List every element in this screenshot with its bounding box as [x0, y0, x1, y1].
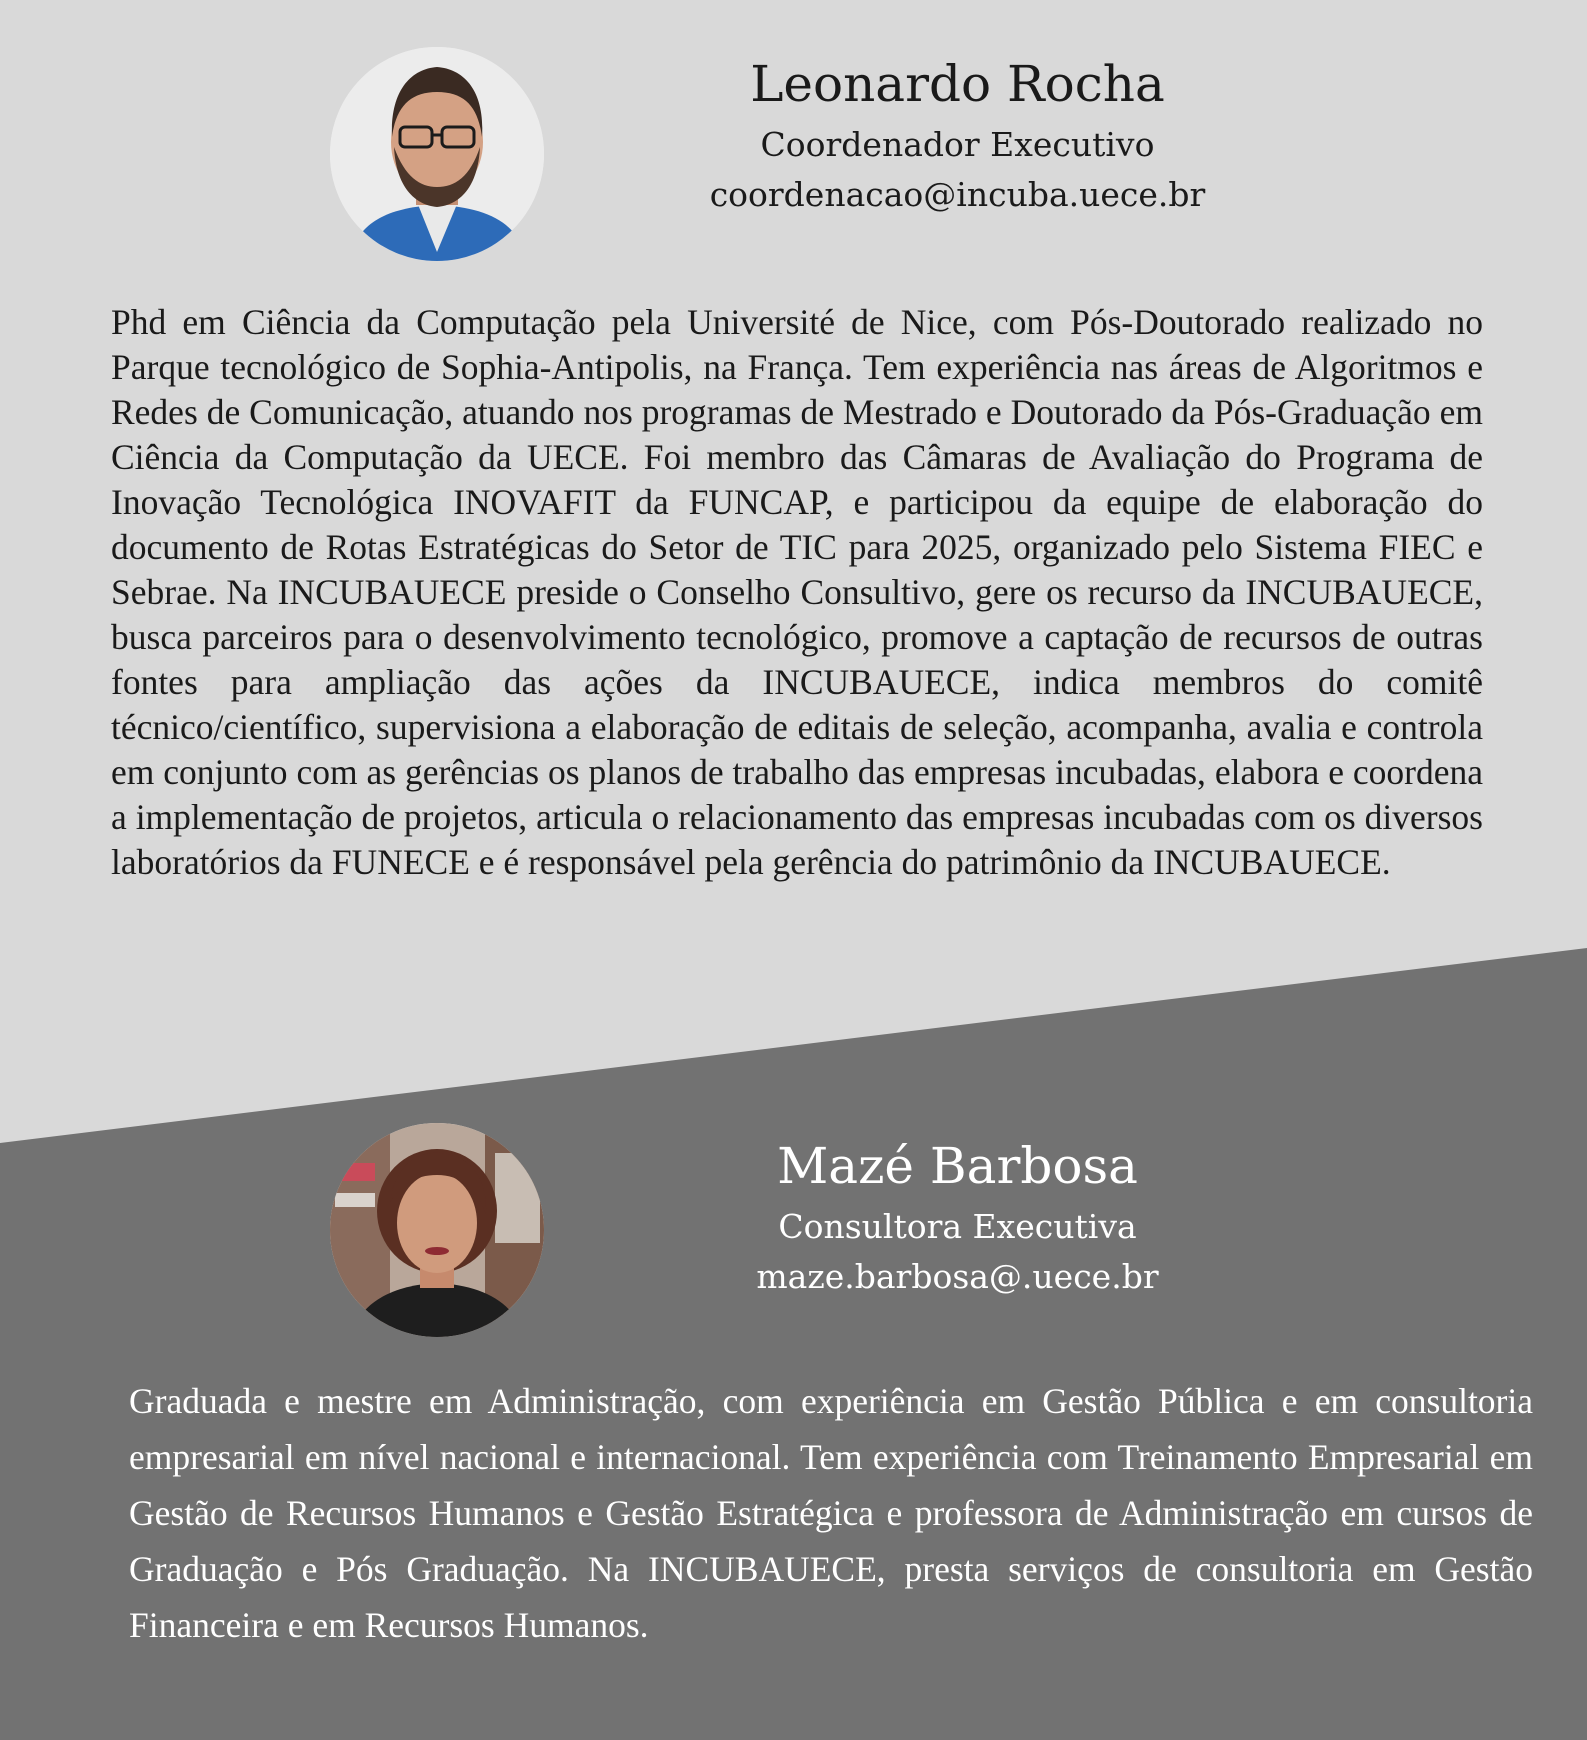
profile-header [560, 1136, 1355, 1302]
bio-text: Phd em Ciência da Computação pela Université de Nice, com Pós-Doutorado realizado no Parque tecnológico de Sophia-Antipolis, na França. Tem experiência nas áreas de Algoritmos e Redes de Comunicação, atuando nos programas de Mestrado e Doutorado da Pós-Graduação em Ciência da Computação da UECE. Foi membro das Câmaras de Avaliação do Programa de Inovação Tecnológica INOVAFIT da FUNCAP, e participou da equipe de elaboração do documento de Rotas Estratégicas do Setor de TIC para 2025, organizado pelo Sistema FIEC e Sebrae. Na INCUBAUECE preside o Conselho Consultivo, gere os recurso da INCUBAUECE, busca parceiros para o desenvolvimento tecnológico, promove a captação de recursos de outras fontes para ampliação das ações da INCUBAUECE, indica membros do comitê técnico/científico, supervisiona a elaboração de editais de seleção, acompanha, avalia e controla em conjunto com as gerências os planos de trabalho das empresas incubadas, elabora e coordena a implementação de projetos, articula o relacionamento das empresas incubadas com os diversos laboratórios da FUNECE e é responsável pela gerência do patrimônio da INCUBAUECE. [111, 302, 1483, 882]
person-name: Leonardo Rocha [750, 55, 1165, 113]
bio-text: Graduada e mestre em Administração, com experiência em Gestão Pública e em consultoria empresarial em nível nacional e internacional. Tem experiência com Treinamento Empresarial em Gestão de Recursos Humanos e Gestão Estratégica e professora de Administração em cursos de Graduação e Pós Graduação. Na INCUBAUECE, presta serviços de consultoria em Gestão Financeira e em Recursos Humanos. [129, 1381, 1533, 1645]
avatar [330, 47, 544, 261]
email-address[interactable]: coordenacao@incuba.uece.br [709, 175, 1206, 214]
person-role: Consultora Executiva [778, 1207, 1137, 1246]
person-role: Coordenador Executivo [760, 125, 1155, 164]
profile-maze-barbosa [0, 1100, 1587, 1740]
avatar [330, 1123, 544, 1337]
person-name: Mazé Barbosa [777, 1137, 1138, 1195]
maze-photo [330, 1123, 544, 1337]
profile-header [560, 54, 1355, 220]
leonardo-photo [330, 47, 544, 261]
email-address[interactable]: maze.barbosa@.uece.br [756, 1257, 1159, 1296]
